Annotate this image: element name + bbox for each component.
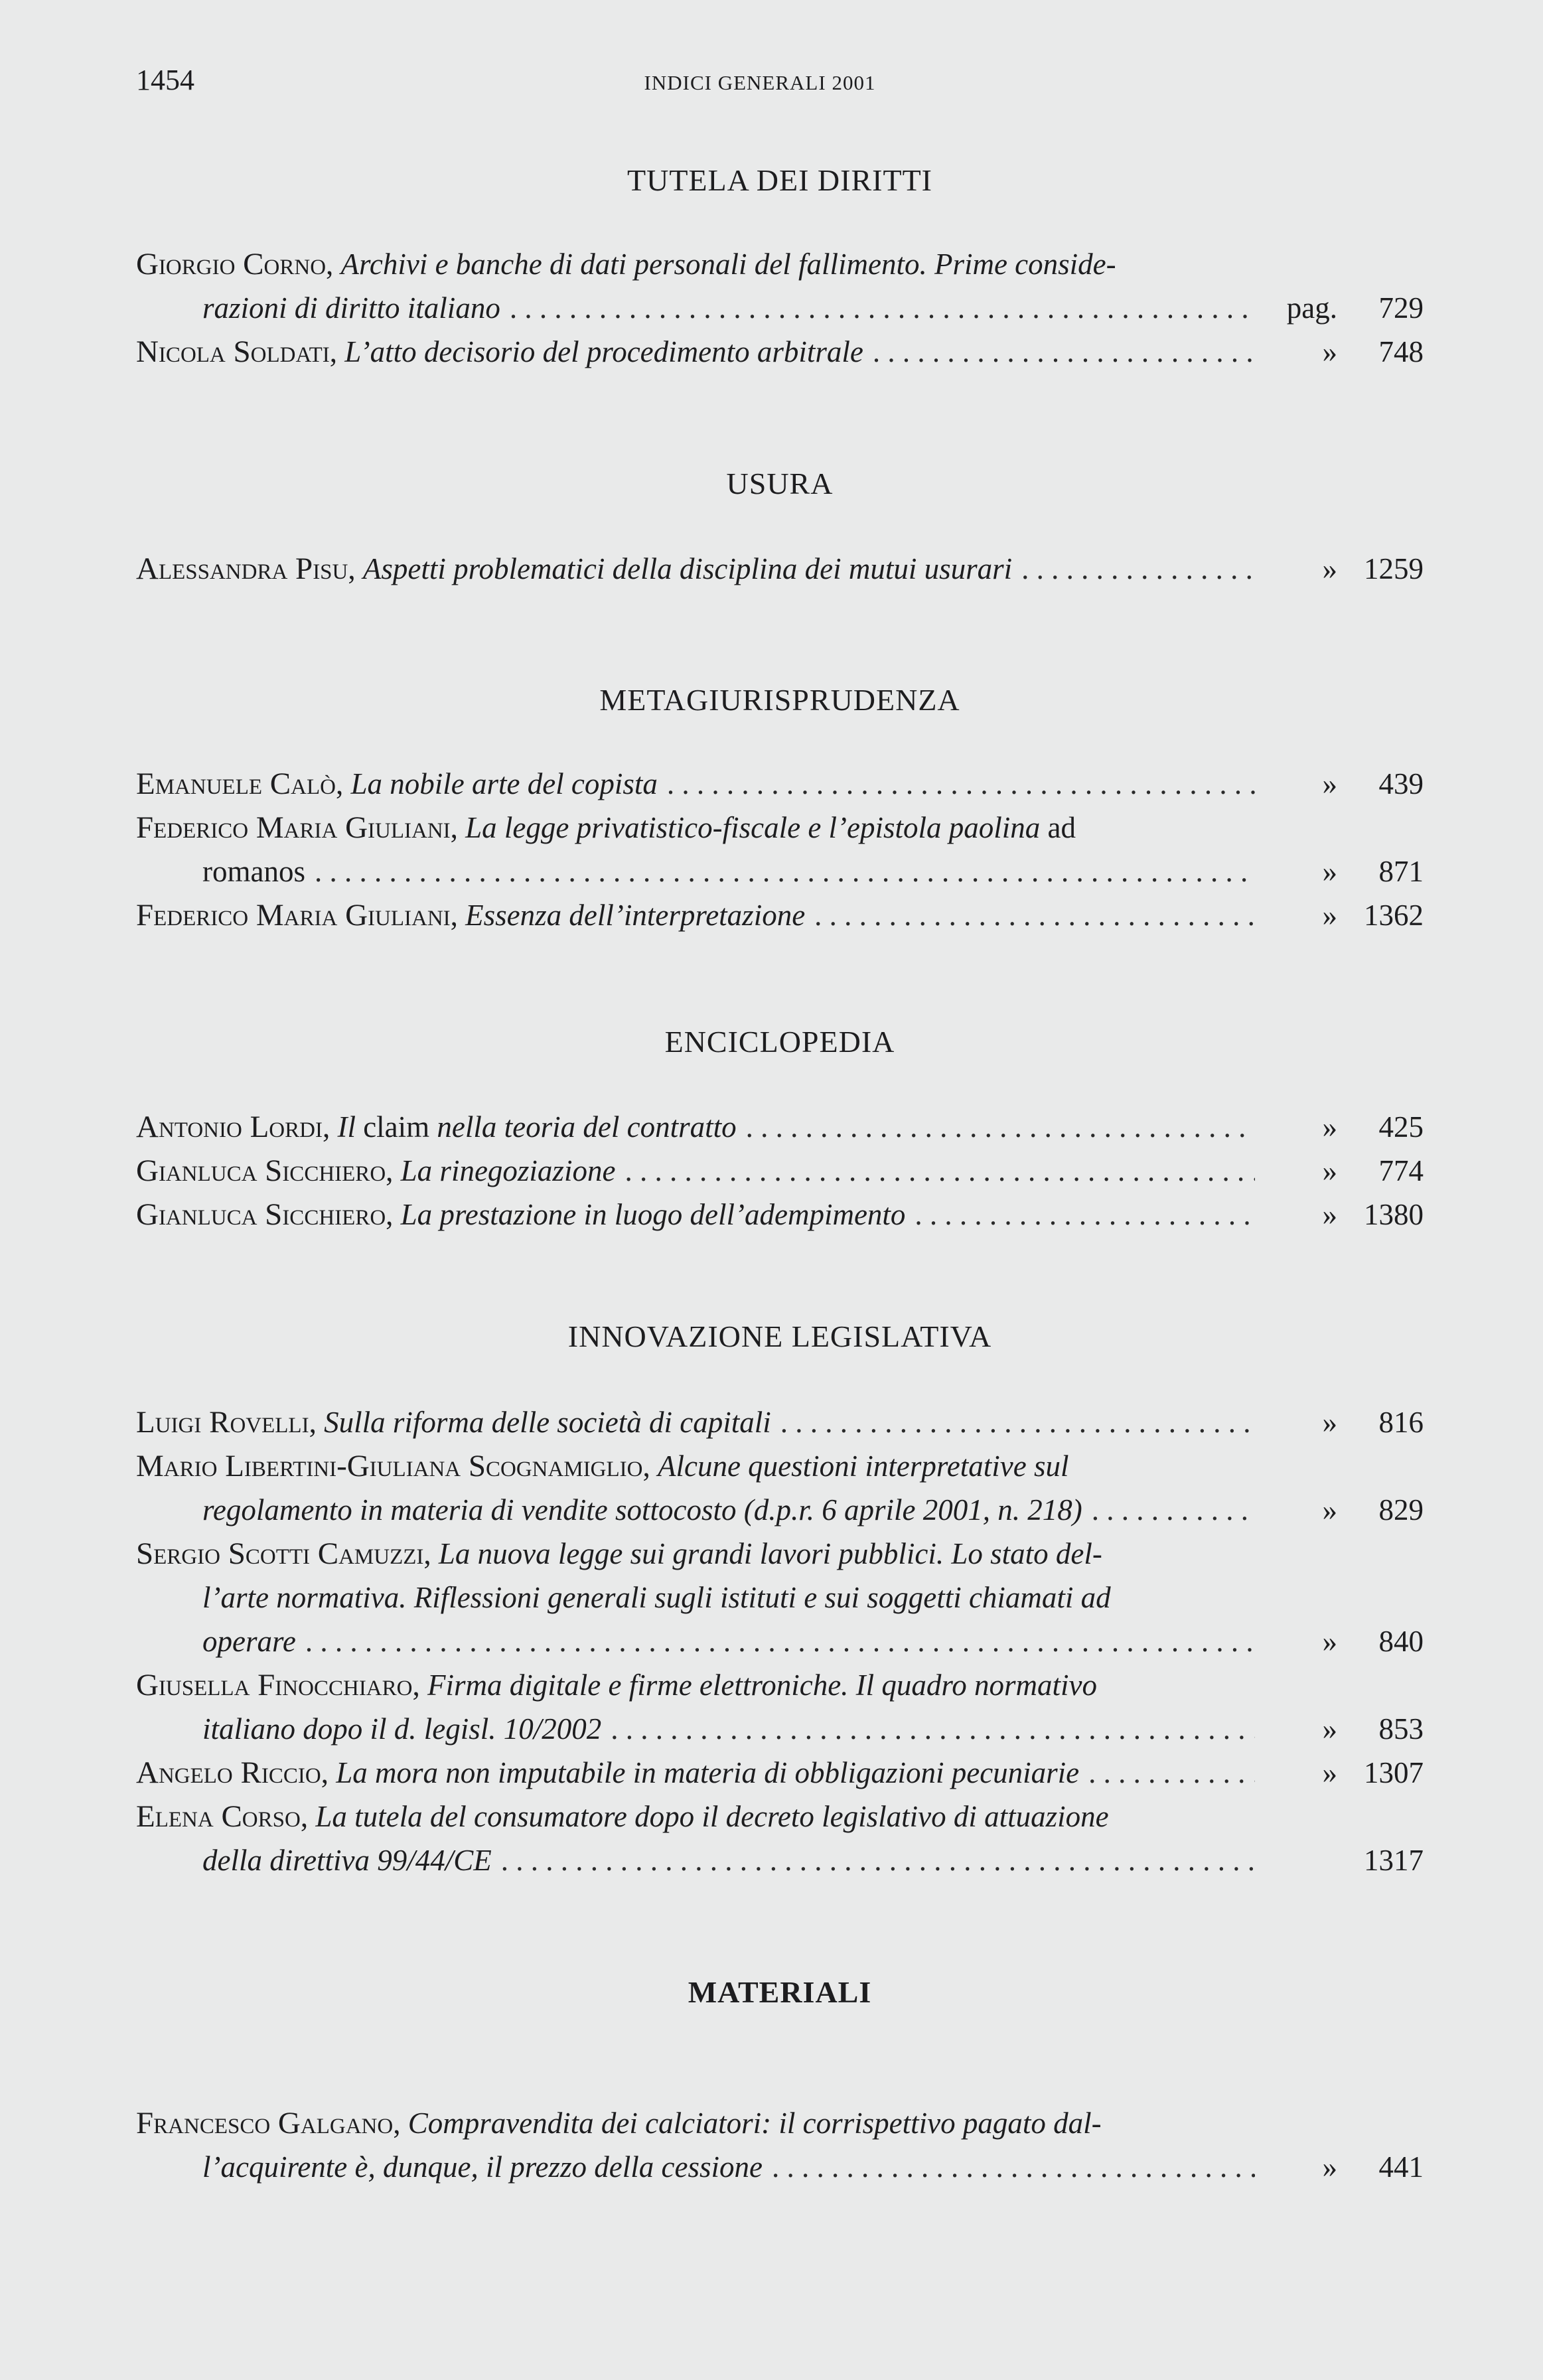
page-ref-label: »	[1322, 855, 1337, 888]
page-ref-number: 1362	[1364, 899, 1424, 932]
dot-leader	[780, 1400, 1255, 1444]
dot-leader	[305, 1619, 1255, 1663]
section-title: METAGIURISPRUDENZA	[599, 683, 960, 717]
entry-title: nella teoria del contratto	[437, 1110, 737, 1144]
entry-title: Aspetti problematici della disciplina dei mutui usurari	[362, 552, 1013, 585]
section-title: INNOVAZIONE LEGISLATIVA	[567, 1319, 992, 1353]
dot-leader	[873, 330, 1255, 374]
entry-title: La nobile arte del copista	[350, 767, 658, 800]
entry-title: La prestazione in luogo dell’adempimento	[400, 1198, 906, 1231]
entry-title: l’acquirente è, dunque, il prezzo della cessione	[202, 2150, 763, 2184]
entry-author: Federico Maria Giuliani	[136, 898, 451, 932]
dot-leader	[611, 1707, 1255, 1751]
dot-leader	[1092, 1488, 1255, 1532]
entry-author: Francesco Galgano	[136, 2106, 394, 2140]
entry-author: Elena Corso	[136, 1799, 301, 1834]
page-ref-label: »	[1322, 899, 1337, 932]
page-ref-label: pag.	[1286, 291, 1337, 325]
entry-title: Archivi e banche di dati personali del fallimento. Prime conside-	[340, 248, 1116, 281]
entry-title: regolamento in materia di vendite sottocosto (d.p.r. 6 aprile 2001, n. 218)	[202, 1493, 1082, 1526]
entry-title: della direttiva 99/44/CE	[202, 1844, 492, 1877]
entry-title: La tutela del consumatore dopo il decreto legislativo di attuazione	[315, 1800, 1109, 1833]
entry-title-roman-word: claim	[363, 1110, 430, 1144]
entry-author: Sergio Scotti Camuzzi	[136, 1536, 424, 1571]
entry-title: La mora non imputabile in materia di obbligazioni pecuniarie	[336, 1756, 1080, 1789]
page-ref-number: 1380	[1364, 1198, 1424, 1231]
entry-title: l’arte normativa. Riflessioni generali sugli istituti e sui soggetti chiamati ad	[202, 1581, 1111, 1614]
entry-title: La nuova legge sui grandi lavori pubblici. Lo stato del-	[438, 1537, 1102, 1570]
entry-title: razioni di diritto italiano	[202, 291, 500, 325]
entry-title: Sulla riforma delle società di capitali	[324, 1406, 771, 1439]
page-ref-number: 441	[1378, 2150, 1424, 2184]
entry-title: Il	[337, 1110, 356, 1144]
page-ref-label: »	[1322, 1625, 1337, 1658]
dot-leader	[625, 1149, 1255, 1193]
page-ref-number: 439	[1378, 767, 1424, 800]
index-entry: Sergio Scotti Camuzzi, La nuova legge sui grandi lavori pubblici. Lo stato del- l’arte normativa. Riflessioni generali sugli istituti e sui soggetti chiamati ad operare . . . » 840	[136, 1532, 1424, 1663]
entry-author: Nicola Soldati	[136, 335, 330, 369]
index-entry: Nicola Soldati, L’atto decisorio del procedimento arbitrale . . . » 748	[136, 330, 1424, 374]
index-entry: Federico Maria Giuliani, Essenza dell’interpretazione . . . » 1362	[136, 893, 1424, 937]
section-title: ENCICLOPEDIA	[664, 1025, 895, 1059]
page-ref-label: »	[1322, 1756, 1337, 1789]
index-entry: Emanuele Calò, La nobile arte del copista . . . » 439	[136, 762, 1424, 806]
page-ref-label: »	[1322, 1712, 1337, 1746]
section-title: USURA	[726, 467, 834, 500]
entry-title: italiano dopo il d. legisl. 10/2002	[202, 1712, 602, 1746]
section-title: MATERIALI	[688, 1975, 872, 2009]
dot-leader	[1021, 547, 1255, 591]
index-entry: Gianluca Sicchiero, La prestazione in luogo dell’adempimento . . . » 1380	[136, 1193, 1424, 1236]
section-title: TUTELA DEI DIRITTI	[627, 163, 932, 197]
page-ref-label: »	[1322, 1198, 1337, 1231]
dot-leader	[915, 1193, 1255, 1236]
dot-leader	[510, 286, 1255, 330]
page-ref-number: 774	[1378, 1154, 1424, 1187]
page-ref-number: 1317	[1364, 1844, 1424, 1877]
page-ref-number: 871	[1378, 855, 1424, 888]
index-entry: Giusella Finocchiaro, Firma digitale e firme elettroniche. Il quadro normativo italiano dopo il d. legisl. 10/2002 . . . » 853	[136, 1663, 1424, 1751]
page-ref-label: »	[1322, 1110, 1337, 1144]
page-ref-label: »	[1322, 1154, 1337, 1187]
entry-title: Compravendita dei calciatori: il corrispettivo pagato dal-	[407, 2107, 1102, 2140]
page-ref-number: 748	[1378, 335, 1424, 368]
dot-leader	[667, 762, 1255, 806]
index-entry: Luigi Rovelli, Sulla riforma delle società di capitali . . . » 816	[136, 1400, 1424, 1444]
page-ref-number: 853	[1378, 1712, 1424, 1746]
page-ref-number: 816	[1378, 1406, 1424, 1439]
entry-author: Antonio Lordi	[136, 1110, 323, 1144]
dot-leader	[501, 1838, 1255, 1882]
entry-author: Angelo Riccio	[136, 1755, 321, 1790]
index-entry: Mario Libertini-Giuliana Scognamiglio, Alcune questioni interpretative sul regolamento in materia di vendite sottocosto (d.p.r. 6 aprile 2001, n. 218) . . . » 829	[136, 1444, 1424, 1532]
page-ref-label: »	[1322, 1406, 1337, 1439]
entry-title: Essenza dell’interpretazione	[465, 899, 806, 932]
running-head: INDICI GENERALI 2001	[644, 71, 876, 94]
page-ref-number: 840	[1378, 1625, 1424, 1658]
index-entry: Giorgio Corno, Archivi e banche di dati personali del fallimento. Prime conside- razioni di diritto italiano . . . pag. 729	[136, 242, 1424, 330]
page-header	[136, 63, 1384, 110]
entry-author: Alessandra Pisu	[136, 552, 348, 586]
index-entry: Antonio Lordi, Il claim nella teoria del contratto . . . » 425	[136, 1105, 1424, 1149]
entry-title: romanos	[202, 855, 305, 888]
index-entry: Elena Corso, La tutela del consumatore dopo il decreto legislativo di attuazione della direttiva 99/44/CE . . . 1317	[136, 1795, 1424, 1882]
entry-title: La rinegoziazione	[400, 1154, 616, 1187]
entry-author: Federico Maria Giuliani	[136, 810, 451, 845]
entry-author: Gianluca Sicchiero	[136, 1153, 386, 1188]
index-entry: Federico Maria Giuliani, La legge privatistico-fiscale e l’epistola paolina ad romanos . . . » 871	[136, 806, 1424, 893]
entry-author: Giorgio Corno	[136, 247, 327, 281]
dot-leader	[746, 1105, 1255, 1149]
index-entry: Gianluca Sicchiero, La rinegoziazione . . . » 774	[136, 1149, 1424, 1193]
page-ref-number: 425	[1378, 1110, 1424, 1144]
page-ref-label: »	[1322, 767, 1337, 800]
page-ref-number: 1307	[1364, 1756, 1424, 1789]
dot-leader	[772, 2145, 1255, 2189]
entry-title: Firma digitale e firme elettroniche. Il quadro normativo	[427, 1669, 1097, 1702]
page-number: 1454	[136, 64, 194, 96]
entry-title: operare	[202, 1625, 296, 1658]
entry-author: Emanuele Calò	[136, 767, 336, 801]
page-ref-number: 829	[1378, 1493, 1424, 1526]
dot-leader	[315, 850, 1255, 893]
page-ref-label: »	[1322, 2150, 1337, 2184]
page-ref-number: 729	[1378, 291, 1424, 325]
entry-author: Mario Libertini-Giuliana Scognamiglio	[136, 1449, 643, 1483]
dot-leader	[814, 893, 1255, 937]
entry-author: Luigi Rovelli	[136, 1405, 309, 1440]
dot-leader	[1088, 1751, 1255, 1795]
index-entry: Angelo Riccio, La mora non imputabile in materia di obbligazioni pecuniarie . . . » 1307	[136, 1751, 1424, 1795]
page-ref-label: »	[1322, 552, 1337, 585]
index-entry: Francesco Galgano, Compravendita dei calciatori: il corrispettivo pagato dal- l’acquirente è, dunque, il prezzo della cessione . . . » 441	[136, 2101, 1424, 2189]
entry-title: L’atto decisorio del procedimento arbitrale	[344, 335, 863, 368]
entry-title: Alcune questioni interpretative sul	[658, 1450, 1069, 1483]
index-entry: Alessandra Pisu, Aspetti problematici della disciplina dei mutui usurari . . . » 1259	[136, 547, 1424, 591]
entry-title-latin-word: ad	[1047, 811, 1076, 844]
entry-author: Giusella Finocchiaro	[136, 1668, 413, 1702]
entry-author: Gianluca Sicchiero	[136, 1197, 386, 1232]
page-ref-label: »	[1322, 335, 1337, 368]
page-ref-number: 1259	[1364, 552, 1424, 585]
page-ref-label: »	[1322, 1493, 1337, 1526]
entry-title: La legge privatistico-fiscale e l’epistola paolina	[465, 811, 1041, 844]
